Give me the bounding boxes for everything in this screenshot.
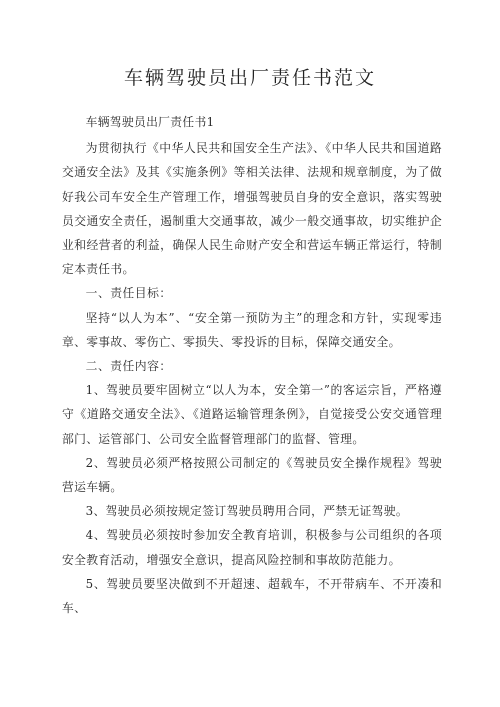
document-body [62, 110, 442, 620]
clause-1: 1、驾驶员要牢固树立“以人为本，安全第一”的客运宗旨，严格遵守《道路交通安全法》、《道路运输管理条例》，自觉接受公安交通管理部门、运管部门、公司安全监督管理部门的监督、管理。 [62, 383, 442, 446]
document-title: 车辆驾驶员出厂责任书范文 [123, 67, 376, 89]
intro-paragraph: 为贯彻执行《中华人民共和国安全生产法》、《中华人民共和国道路交通安全法》及其《实施条例》等相关法律、法规和规章制度，为了做好我公司车安全生产管理工作，增强驾驶员自身的安全意识，落实驾驶员交通安全责任，遏制重大交通事故，减少一般交通事故，切实维护企业和经营者的利益，确保人民生命财产安全和营运车辆正常运行，特制定本责任书。 [62, 141, 442, 277]
section-heading-content: 二、责任内容： [85, 359, 172, 374]
clause-2: 2、驾驶员必须严格按照公司制定的《驾驶员安全操作规程》驾驶营运车辆。 [62, 455, 442, 495]
clause-3: 3、驾驶员必须按规定签订驾驶员聘用合同，严禁无证驾驶。 [85, 504, 408, 519]
section-heading-goal: 一、责任目标： [85, 286, 172, 301]
clause-5: 5、驾驶员要坚决做到不开超速、超载车，不开带病车、不开凑和车、 [62, 576, 442, 616]
section-subtitle: 车辆驾驶员出厂责任书1 [85, 115, 215, 129]
goal-paragraph: 坚持“以人为本”、“安全第一预防为主”的理念和方针，实现零违章、零事故、零伤亡、零损失、零投诉的目标，保障交通安全。 [62, 310, 442, 349]
clause-4: 4、驾驶员必须按时参加安全教育培训，积极参与公司组织的各项安全教育活动，增强安全意识，提高风险控制和事故防范能力。 [62, 528, 442, 567]
